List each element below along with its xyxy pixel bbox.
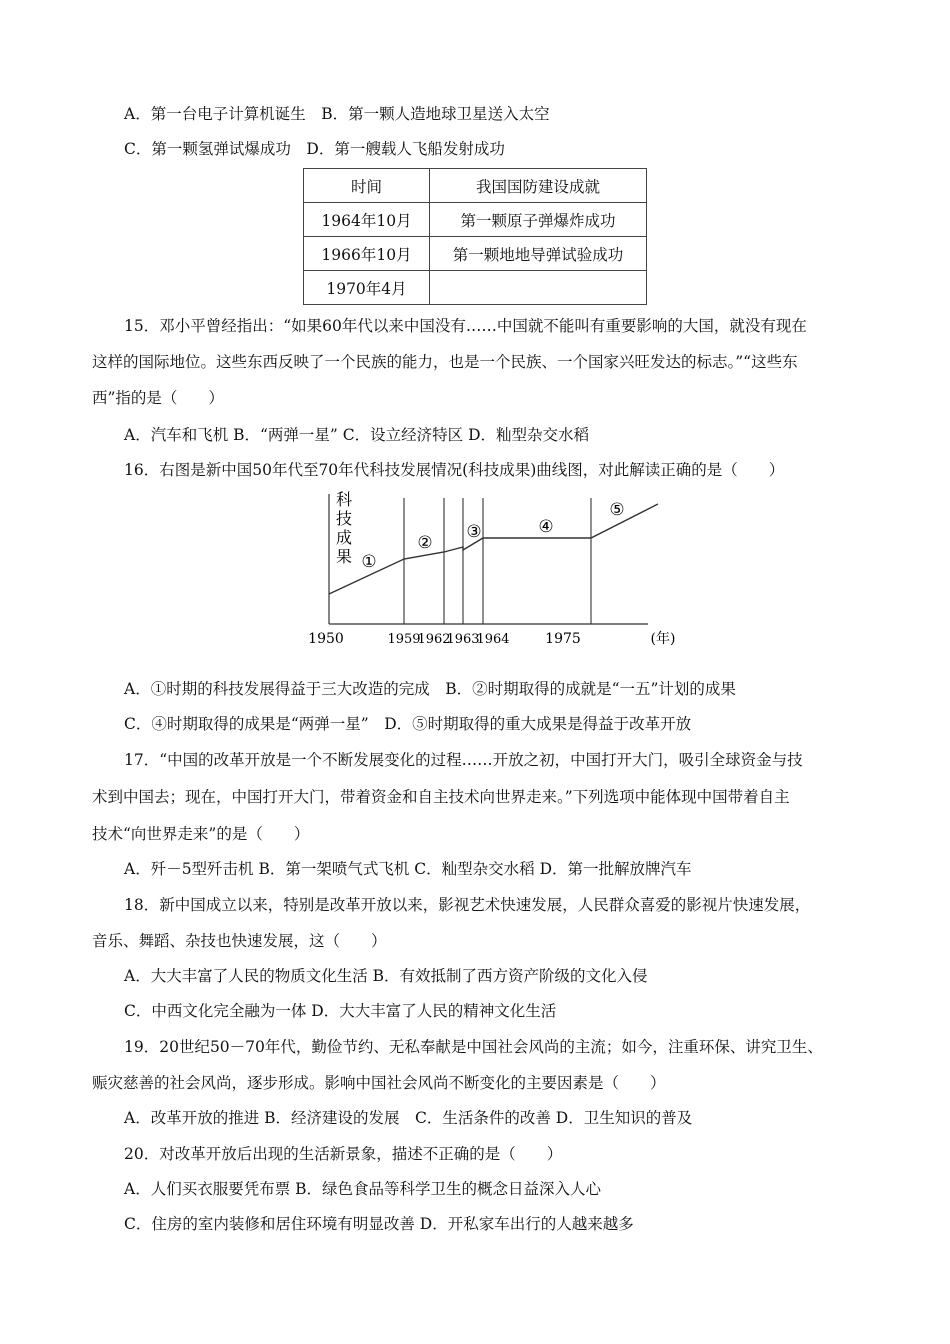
period-label-3: ③ xyxy=(466,522,482,542)
defense-achievements-table xyxy=(303,168,647,305)
x-tick-label: 1959 xyxy=(387,632,421,647)
tech-achievement-chart xyxy=(300,490,690,655)
q14-option-d: D．第一艘载人飞船发射成功 xyxy=(306,140,505,158)
table-cell: 第一颗原子弹爆炸成功 xyxy=(430,203,647,237)
table-cell: 1966年10月 xyxy=(304,237,430,271)
x-tick-label: 1964 xyxy=(476,632,510,647)
q20-options-ab: A．人们买衣服要凭布票 B．绿色食品等科学卫生的概念日益深入人心 xyxy=(124,1180,602,1198)
table-row xyxy=(304,271,647,305)
q16-options-cd: C．④时期取得的成果是“两弹一星” D．⑤时期取得的重大成果是得益于改革开放 xyxy=(124,715,692,733)
period-label-1: ① xyxy=(361,552,377,572)
q19-stem-line2: 赈灾慈善的社会风尚，逐步形成。影响中国社会风尚不断变化的主要因素是（ ） xyxy=(92,1074,666,1092)
q18-options-cd: C．中西文化完全融为一体 D．大大丰富了人民的精神文化生活 xyxy=(124,1002,557,1020)
y-axis-label-char: 果 xyxy=(335,547,353,566)
x-tick-label: 1975 xyxy=(545,631,581,647)
q19-options: A．改革开放的推进 B．经济建设的发展 C．生活条件的改善 D．卫生知识的普及 xyxy=(124,1109,693,1127)
q16-stem: 16．右图是新中国50年代至70年代科技发展情况(科技成果)曲线图，对此解读正确的是（ ） xyxy=(124,461,785,479)
q16-options-ab: A．①时期的科技发展得益于三大改造的完成 B．②时期取得的成就是“一五”计划的成果 xyxy=(124,680,736,698)
q14-options-ab xyxy=(124,102,550,124)
q15-stem-line3: 西”指的是（ ） xyxy=(92,389,224,407)
table-header-row xyxy=(304,169,647,203)
table-header-achievement: 我国国防建设成就 xyxy=(430,169,647,203)
table-cell: 第一颗地地导弹试验成功 xyxy=(430,237,647,271)
q14-option-b: B．第一颗人造地球卫星送入太空 xyxy=(321,105,550,123)
q17-options: A．歼－5型歼击机 B．第一架喷气式飞机 C．籼型杂交水稻 D．第一批解放牌汽车 xyxy=(124,860,692,878)
q19-stem-line1: 19．20世纪50－70年代，勤俭节约、无私奉献是中国社会风尚的主流；如今，注重环保、讲究卫生、 xyxy=(124,1038,823,1056)
y-axis-label-char: 科 xyxy=(335,490,353,509)
q14-option-c: C．第一颗氢弹试爆成功 xyxy=(124,140,291,158)
q15-stem-line2: 这样的国际地位。这些东西反映了一个民族的能力，也是一个民族、一个国家兴旺发达的标志。”“这些东 xyxy=(92,353,798,371)
period-label-2: ② xyxy=(417,533,433,553)
x-tick-label: 1962 xyxy=(417,632,451,647)
x-axis-unit: (年) xyxy=(650,631,676,647)
table-cell: 1964年10月 xyxy=(304,203,430,237)
table-cell: 1970年4月 xyxy=(304,271,430,305)
table-row xyxy=(304,237,647,271)
table-row xyxy=(304,203,647,237)
period-label-5: ⑤ xyxy=(609,500,625,520)
x-tick-label: 1963 xyxy=(446,632,480,647)
y-axis-label-char: 成 xyxy=(335,528,353,547)
q15-stem-line1: 15．邓小平曾经指出：“如果60年代以来中国没有……中国就不能叫有重要影响的大国，就没有现在 xyxy=(124,317,807,335)
q20-options-cd: C．住房的室内装修和居住环境有明显改善 D．开私家车出行的人越来越多 xyxy=(124,1215,634,1233)
q17-stem-line3: 技术“向世界走来”的是（ ） xyxy=(92,825,310,843)
q17-stem-line2: 术到中国去；现在，中国打开大门，带着资金和自主技术向世界走来。”下列选项中能体现中国带着自主 xyxy=(92,788,790,806)
y-axis-label-char: 技 xyxy=(335,509,353,528)
table-cell xyxy=(430,271,647,305)
q14-options-cd xyxy=(124,137,505,159)
period-label-4: ④ xyxy=(538,517,554,537)
table-header-time: 时间 xyxy=(304,169,430,203)
q18-stem-line2: 音乐、舞蹈、杂技也快速发展，这（ ） xyxy=(92,932,387,950)
q14-option-a: A．第一台电子计算机诞生 xyxy=(124,105,306,123)
q18-stem-line1: 18．新中国成立以来，特别是改革开放以来，影视艺术快速发展，人民群众喜爱的影视片快速发展， xyxy=(124,896,811,914)
q20-stem: 20．对改革开放后出现的生活新景象，描述不正确的是（ ） xyxy=(124,1145,563,1163)
x-tick-label: 1950 xyxy=(308,631,344,647)
q18-options-ab: A．大大丰富了人民的物质文化生活 B．有效抵制了西方资产阶级的文化入侵 xyxy=(124,967,648,985)
q17-stem-line1: 17．“中国的改革开放是一个不断发展变化的过程……开放之初，中国打开大门，吸引全球资金与技 xyxy=(124,751,803,769)
q15-options: A．汽车和飞机 B．“两弹一星” C．设立经济特区 D．籼型杂交水稻 xyxy=(124,426,590,444)
